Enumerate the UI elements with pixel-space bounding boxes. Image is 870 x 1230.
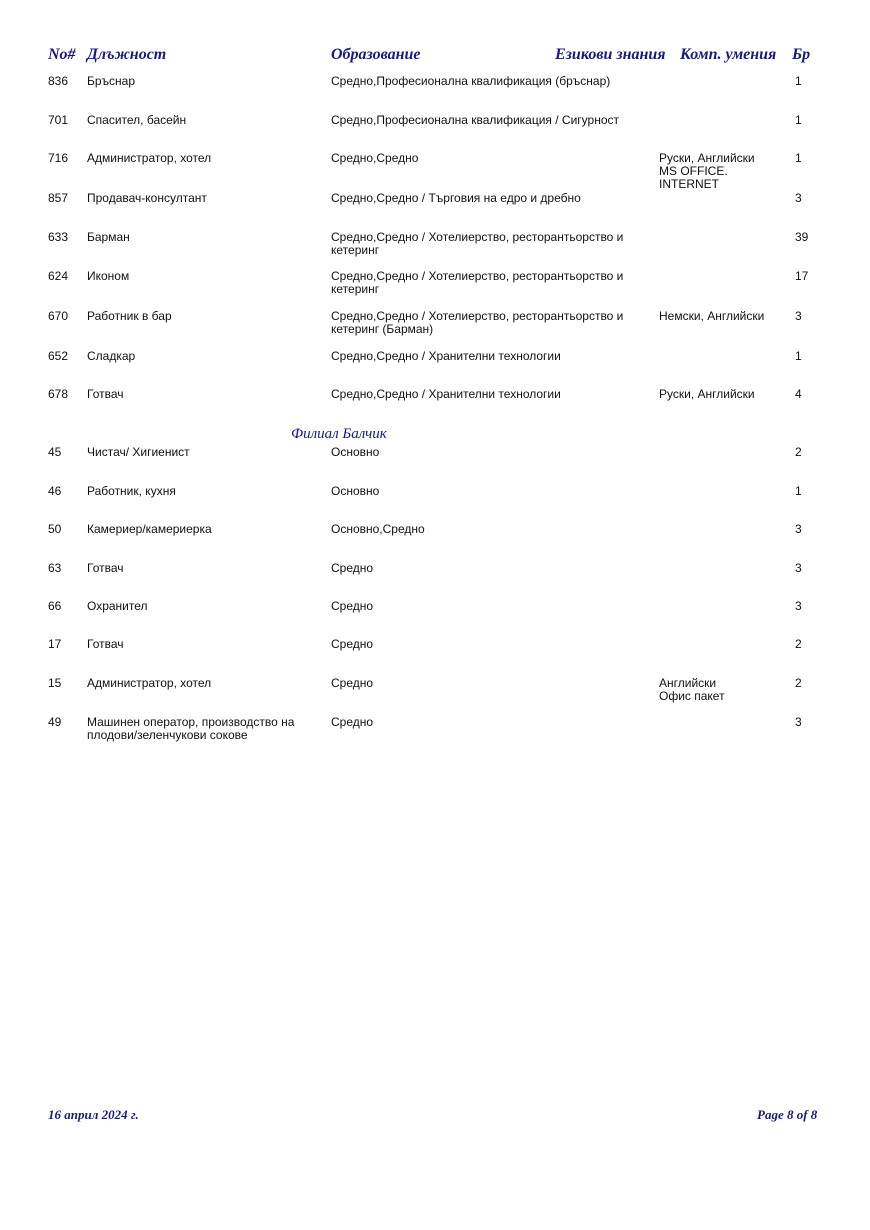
row-position: Готвач: [87, 561, 124, 575]
row-position: Бръснар: [87, 74, 136, 88]
row-education: Средно,Средно / Хранителни технологии: [331, 349, 561, 363]
row-number: 66: [48, 599, 62, 613]
row-number: 50: [48, 522, 62, 536]
header-languages: Езикови знания: [555, 46, 666, 63]
row-skills: Немски, Английски: [659, 309, 765, 323]
row-education: Средно,Средно / Хотелиерство, ресторантьорство и кетеринг: [331, 230, 624, 257]
row-education: Основно: [331, 445, 380, 459]
row-education: Средно: [331, 715, 374, 729]
header-education: Образование: [331, 46, 421, 63]
row-position: Иконом: [87, 269, 130, 283]
row-number: 678: [48, 387, 69, 401]
row-count: 1: [795, 74, 802, 88]
row-education: Средно,Професионална квалификация / Сигурност: [331, 113, 620, 127]
row-count: 1: [795, 113, 802, 127]
row-number: 836: [48, 74, 69, 88]
row-count: 1: [795, 484, 802, 498]
header-count: Бр: [792, 46, 811, 63]
row-education: Средно,Средно / Хотелиерство, ресторантьорство и кетеринг: [331, 269, 624, 296]
row-skills: Руски, Английски MS OFFICE. INTERNET: [659, 151, 755, 191]
row-education: Средно,Средно / Търговия на едро и дребно: [331, 191, 581, 205]
row-education: Средно,Средно / Хранителни технологии: [331, 387, 561, 401]
row-count: 17: [795, 269, 809, 283]
row-skills: Английски Офис пакет: [659, 676, 725, 703]
row-number: 46: [48, 484, 62, 498]
row-position: Чистач/ Хигиенист: [87, 445, 190, 459]
row-count: 2: [795, 637, 802, 651]
header-computer-skills: Комп. умения: [680, 46, 777, 63]
row-position: Сладкар: [87, 349, 136, 363]
row-count: 3: [795, 191, 802, 205]
row-number: 49: [48, 715, 62, 729]
row-number: 701: [48, 113, 69, 127]
row-number: 633: [48, 230, 69, 244]
row-education: Средно,Професионална квалификация (бръснар): [331, 74, 611, 88]
row-position: Продавач-консултант: [87, 191, 207, 205]
row-position: Готвач: [87, 637, 124, 651]
row-count: 3: [795, 715, 802, 729]
section-title: Филиал Балчик: [291, 426, 387, 442]
row-position: Готвач: [87, 387, 124, 401]
row-education: Средно: [331, 637, 374, 651]
row-position: Охранител: [87, 599, 148, 613]
row-education: Средно: [331, 561, 374, 575]
row-education: Средно: [331, 599, 374, 613]
row-count: 1: [795, 151, 802, 165]
row-number: 17: [48, 637, 62, 651]
row-count: 2: [795, 676, 802, 690]
row-position: Работник в бар: [87, 309, 172, 323]
row-count: 1: [795, 349, 802, 363]
footer-date: 16 април 2024 г.: [48, 1107, 139, 1122]
row-education: Основно,Средно: [331, 522, 425, 536]
row-count: 3: [795, 309, 802, 323]
row-number: 624: [48, 269, 69, 283]
row-number: 857: [48, 191, 69, 205]
row-count: 4: [795, 387, 802, 401]
row-count: 2: [795, 445, 802, 459]
row-position: Барман: [87, 230, 130, 244]
row-number: 670: [48, 309, 69, 323]
row-position: Администратор, хотел: [87, 676, 212, 690]
row-education: Средно,Средно / Хотелиерство, ресторантьорство и кетеринг (Барман): [331, 309, 624, 336]
row-education: Средно: [331, 676, 374, 690]
row-number: 63: [48, 561, 62, 575]
row-position: Администратор, хотел: [87, 151, 212, 165]
row-number: 716: [48, 151, 69, 165]
footer-page-number: Page 8 of 8: [757, 1107, 818, 1122]
row-position: Работник, кухня: [87, 484, 176, 498]
row-count: 3: [795, 599, 802, 613]
row-position: Спасител, басейн: [87, 113, 187, 127]
row-education: Основно: [331, 484, 380, 498]
row-count: 3: [795, 561, 802, 575]
row-number: 15: [48, 676, 62, 690]
row-number: 652: [48, 349, 69, 363]
row-count: 3: [795, 522, 802, 536]
row-education: Средно,Средно: [331, 151, 419, 165]
row-position: Камериер/камериерка: [87, 522, 212, 536]
row-number: 45: [48, 445, 62, 459]
header-position: Длъжност: [87, 46, 167, 63]
row-position: Машинен оператор, производство на плодови/зеленчукови сокове: [87, 715, 295, 742]
row-count: 39: [795, 230, 809, 244]
row-skills: Руски, Английски: [659, 387, 755, 401]
header-no: No#: [48, 46, 76, 63]
